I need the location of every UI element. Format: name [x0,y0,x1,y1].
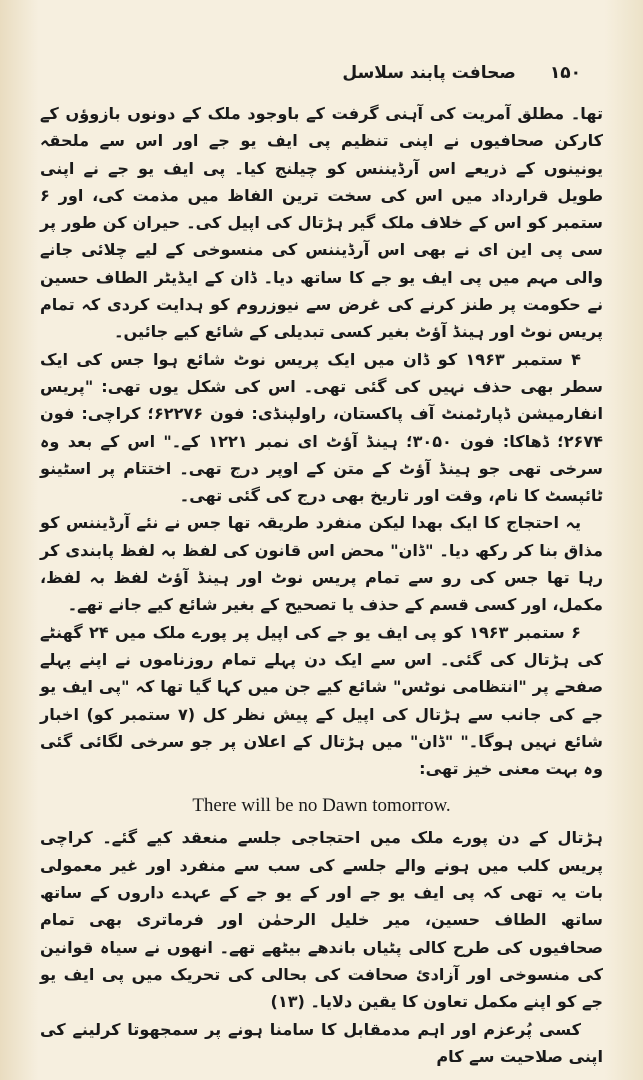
paragraph-6: کسی پُرعزم اور اہم مدمقابل کا سامنا ہونے پر سمجھوتا کرلینے کی اپنی صلاحیت سے کام [40,1019,603,1066]
english-quote: There will be no Dawn tomorrow. [192,795,451,817]
paragraph-3: یہ احتجاج کا ایک بھدا لیکن منفرد طریقہ تھا جس نے نئے آرڈیننس کو مذاق بنا کر رکھ دیا۔ "ڈان" محض اس قانون کی لفظ بہ لفظ پابندی کر رہا تھا جس کی رو سے تمام پریس نوٹ اور ہینڈ آؤٹ لفظ بہ لفظ، مکمل، اور کسی قسم کے حذف یا تصحیح کے بغیر شائع کیے جانے تھے۔ [40,513,603,615]
page-number: ۱۵۰ [549,63,581,83]
paragraph-1: تھا۔ مطلق آمریت کی آہنی گرفت کے باوجود ملک کے دونوں بازوؤں کے کارکن صحافیوں نے اپنی تنظیم پی ایف یو جے اور اس سے ملحقہ یونینوں کے ذریعے اس آرڈیننس کو چیلنج کیا۔ پی ایف یو جے نے اپنی طویل قرارداد میں اس کی سخت ترین الفاظ میں مذمت کی، اور ۶ ستمبر کو اس کے خلاف ملک گیر ہڑتال کی اپیل کی۔ حیران کن طور پر سی پی این ای نے بھی اس آرڈیننس کی منسوخی کے لیے چلائی جانے والی مہم میں پی ایف یو جے کا ساتھ دیا۔ ڈان کے ایڈیٹر الطاف حسین نے حکومت پر طنز کرنے کی غرض سے نیوزروم کو ہدایت کردی کہ تمام پریس نوٹ اور ہینڈ آؤٹ بغیر کسی تبدیلی کے شائع کیے جائیں۔ [40,104,603,342]
page-header [46,60,581,86]
page-body [40,100,603,1070]
paragraph-4: ۶ ستمبر ۱۹۶۳ کو پی ایف یو جے کی اپیل پر پورے ملک میں ۲۴ گھنٹے کی ہڑتال کی گئی۔ اس سے ایک دن پہلے تمام روزناموں نے اپنے پہلے صفحے پر "انتظامی نوٹس" شائع کیے جن میں کہا گیا تھا کہ "پی ایف یو جے کی جانب سے ہڑتال کی اپیل کے پیش نظر کل (۷ ستمبر کو) اخبار شائع نہیں ہوگا۔" "ڈان" میں ہڑتال کے اعلان پر جو سرخی لگائی گئی وہ بہت معنی خیز تھی: [40,622,604,779]
paragraph-2: ۴ ستمبر ۱۹۶۳ کو ڈان میں ایک پریس نوٹ شائع ہوا جس کی ایک سطر بھی حذف نہیں کی گئی تھی۔ اس کی شکل یوں تھی: "پریس انفارمیشن ڈپارٹمنٹ آف پاکستان، راولپنڈی: فون ۶۲۲۷۶؛ کراچی: فون ۲۶۷۴؛ ڈھاکا: فون ۳۰۵۰؛ ہینڈ آؤٹ ای نمبر ۱۲۲۱ کے۔" اس کے بعد وہ سرخی تھی جو ہینڈ آؤٹ کے متن کے اوپر درج تھی۔ اختتام پر اسٹینو ٹائپسٹ کا نام، وقت اور تاریخ بھی درج کی گئی تھی۔ [40,349,603,506]
running-title: صحافت پابند سلاسل [342,63,516,83]
paragraph-5: ہڑتال کے دن پورے ملک میں احتجاجی جلسے منعقد کیے گئے۔ کراچی پریس کلب میں ہونے والے جلسے کی سب سے منفرد اور غیر معمولی بات یہ تھی کہ پی ایف یو جے اور کے یو جے کے عہدے داروں کے ساتھ ساتھ الطاف حسین، میر خلیل الرحمٰن اور فرماتری بھی تمام صحافیوں کی طرح کالی پٹیاں باندھے بیٹھے تھے۔ انھوں نے سیاہ قوانین کی منسوخی اور آزادیٔ صحافت کی بحالی کی تحریک میں پی ایف یو جے کو اپنے مکمل تعاون کا یقین دلایا۔ (۱۳) [40,828,603,1012]
